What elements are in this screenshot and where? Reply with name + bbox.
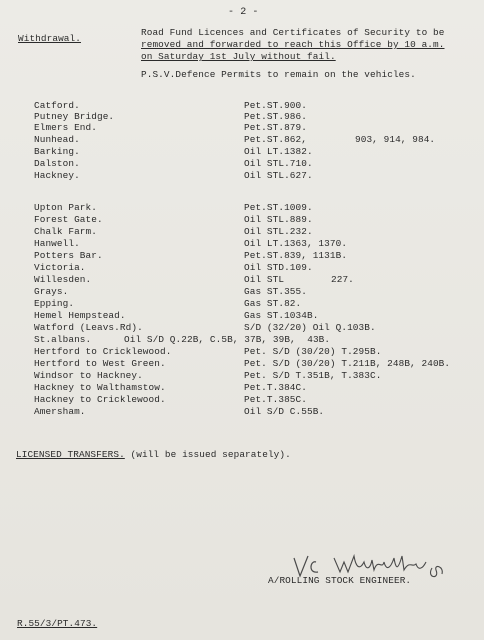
garage-name: Windsor to Hackney. [34, 370, 143, 381]
garage-name: Victoria. [34, 262, 86, 273]
garage-code: Oil S/D C.55B. [244, 406, 325, 417]
garage-code: Pet.ST.1009. [244, 202, 313, 213]
garage-name: Upton Park. [34, 202, 97, 213]
garage-code: Pet.ST.839, 1131B. [244, 250, 348, 261]
garage-code: Pet.T.384C. [244, 382, 307, 393]
reference-number: R.55/3/PT.473. [17, 618, 98, 629]
withdrawal-line-3: on Saturday 1st July without fail. [141, 51, 336, 62]
garage-name: Elmers End. [34, 122, 97, 133]
garage-name: Grays. [34, 286, 69, 297]
garage-name: Barking. [34, 146, 80, 157]
garage-code: Oil STL.232. [244, 226, 313, 237]
garage-name: Dalston. [34, 158, 80, 169]
garage-code: Oil LT.1363, 1370. [244, 238, 348, 249]
garage-name: Hanwell. [34, 238, 80, 249]
garage-name: Forest Gate. [34, 214, 103, 225]
garage-name: Potters Bar. [34, 250, 103, 261]
garage-code: Pet.ST.862, [244, 134, 307, 145]
garage-name: Putney Bridge. [34, 111, 115, 122]
garage-name: Hackney to Cricklewood. [34, 394, 166, 405]
licensed-transfers-line [16, 449, 291, 460]
licensed-transfers-label: LICENSED TRANSFERS. [16, 449, 125, 460]
garage-code: Oil STL.710. [244, 158, 313, 169]
garage-name: Hackney to Walthamstow. [34, 382, 166, 393]
garage-code: Oil LT.1382. [244, 146, 313, 157]
garage-name: Willesden. [34, 274, 92, 285]
garage-code: Oil STL.889. [244, 214, 313, 225]
garage-code: Pet.ST.900. [244, 100, 307, 111]
withdrawal-line-1: Road Fund Licences and Certificates of Security to be [141, 27, 445, 38]
garage-code: Pet.T.385C. [244, 394, 307, 405]
garage-code: Oil STL.627. [244, 170, 313, 181]
garage-name: Nunhead. [34, 134, 80, 145]
garage-code: Oil S/D Q.22B, C.5B, 37B, 39B, 43B. [124, 334, 331, 345]
page-number: - 2 - [228, 7, 259, 18]
garage-name: Epping. [34, 298, 75, 309]
garage-name: Chalk Farm. [34, 226, 97, 237]
garage-code: S/D (32/20) Oil Q.103B. [244, 322, 376, 333]
psv-note: P.S.V.Defence Permits to remain on the vehicles. [141, 69, 416, 80]
garage-name: Amersham. [34, 406, 86, 417]
garage-code: Oil STL [244, 274, 285, 285]
garage-name: Catford. [34, 100, 80, 111]
garage-name: Hertford to Cricklewood. [34, 346, 172, 357]
garage-code: Pet. S/D T.351B, T.383C. [244, 370, 382, 381]
garage-name: Watford (Leavs.Rd). [34, 322, 143, 333]
garage-code: Gas ST.82. [244, 298, 302, 309]
signatory-title: A/ROLLING STOCK ENGINEER. [268, 575, 412, 586]
withdrawal-label: Withdrawal. [18, 33, 81, 44]
garage-code: Pet.ST.986. [244, 111, 307, 122]
garage-name: Hackney. [34, 170, 80, 181]
garage-code: Pet. S/D (30/20) T.211B, 248B, 240B. [244, 358, 451, 369]
garage-extra: 903, 914, 984. [355, 134, 436, 145]
garage-name: Hemel Hempstead. [34, 310, 126, 321]
garage-code: Pet. S/D (30/20) T.295B. [244, 346, 382, 357]
withdrawal-line-2: removed and forwarded to reach this Office by 10 a.m. [141, 39, 445, 50]
garage-code: Oil STD.109. [244, 262, 313, 273]
licensed-transfers-note: (will be issued separately). [130, 449, 291, 460]
garage-code: Pet.ST.879. [244, 122, 307, 133]
garage-code: Gas ST.355. [244, 286, 307, 297]
garage-name: St.albans. [34, 334, 92, 345]
garage-extra: 227. [331, 274, 354, 285]
garage-code: Gas ST.1034B. [244, 310, 319, 321]
garage-name: Hertford to West Green. [34, 358, 166, 369]
